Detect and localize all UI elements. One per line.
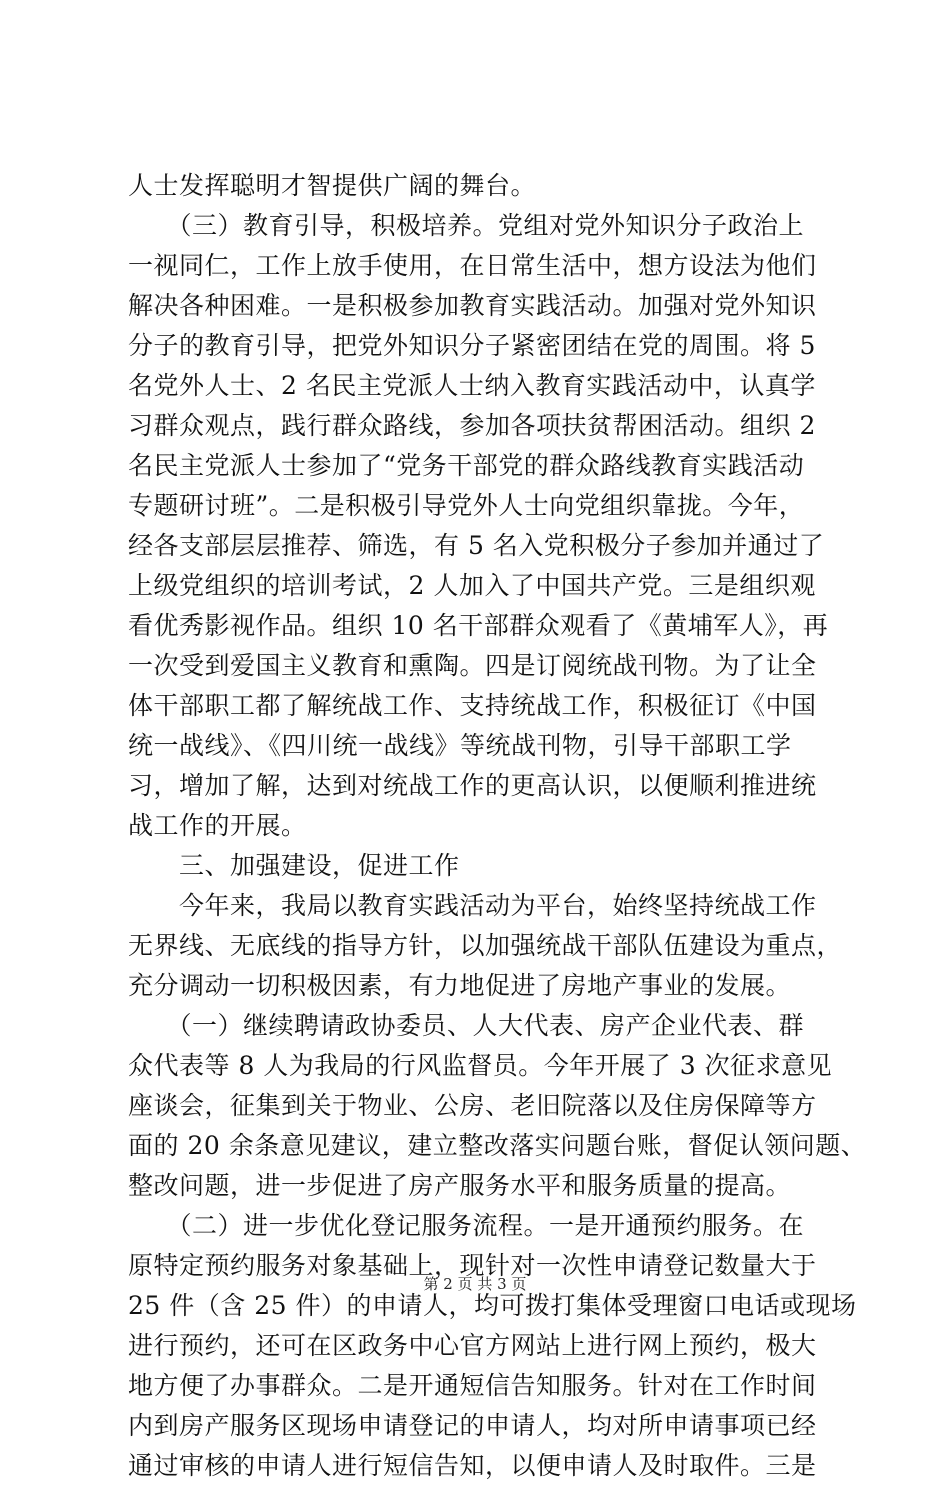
text-line: 上级党组织的培训考试，2 人加入了中国共产党。三是组织观 [128,571,816,600]
text-line: 原特定预约服务对象基础上，现针对一次性申请登记数量大于 [128,1251,817,1280]
text-line: 座谈会，征集到关于物业、公房、老旧院落以及住房保障等方 [128,1091,817,1120]
text-line: 体干部职工都了解统战工作、支持统战工作，积极征订《中国 [128,691,817,720]
text-line: （二）进一步优化登记服务流程。一是开通预约服务。在 [128,1211,805,1240]
text-line: 专题研讨班”。二是积极引导党外人士向党组织靠拢。今年， [128,491,805,520]
text-line: （一）继续聘请政协委员、人大代表、房产企业代表、群 [128,1011,805,1040]
text-line: 分子的教育引导，把党外知识分子紧密团结在党的周围。将 5 [128,331,816,360]
text-line: 充分调动一切积极因素，有力地促进了房地产事业的发展。 [128,971,792,1000]
text-line: 经各支部层层推荐、筛选，有 5 名入党积极分子参加并通过了 [128,531,825,560]
text-line: 习，增加了解，达到对统战工作的更高认识，以便顺利推进统 [128,771,817,800]
text-line: 名党外人士、2 名民主党派人士纳入教育实践活动中，认真学 [128,371,816,400]
text-line: 进行预约，还可在区政务中心官方网站上进行网上预约，极大 [128,1331,817,1360]
text-line: 看优秀影视作品。组织 10 名干部群众观看了《黄埔军人》，再 [128,611,829,640]
text-line: 25 件（含 25 件）的申请人，均可拨打集体受理窗口电话或现场 [128,1291,857,1320]
text-line: 众代表等 8 人为我局的行风监督员。今年开展了 3 次征求意见 [128,1051,833,1080]
text-line: 地方便了办事群众。二是开通短信告知服务。针对在工作时间 [128,1371,817,1400]
text-line: （三）教育引导，积极培养。党组对党外知识分子政治上 [128,211,805,240]
text-line: 面的 20 余条意见建议，建立整改落实问题台账，督促认领问题、 [128,1131,867,1160]
page-number-footer: 第 2 页 共 3 页 [423,1275,527,1293]
text-line: 名民主党派人士参加了“党务干部党的群众路线教育实践活动 [128,451,805,480]
text-line: 一次受到爱国主义教育和熏陶。四是订阅统战刊物。为了让全 [128,651,817,680]
text-line: 无界线、无底线的指导方针，以加强统战干部队伍建设为重点， [128,931,843,960]
text-line: 今年来，我局以教育实践活动为平台，始终坚持统战工作 [128,891,817,920]
text-line: 统一战线》、《四川统一战线》等统战刊物，引导干部职工学 [128,731,792,760]
text-line: 战工作的开展。 [128,811,307,840]
text-line: 内到房产服务区现场申请登记的申请人，均对所申请事项已经 [128,1411,817,1440]
text-line: 一视同仁，工作上放手使用，在日常生活中，想方设法为他们 [128,251,817,280]
section-heading: 三、加强建设，促进工作 [128,851,460,880]
text-line: 习群众观点，践行群众路线，参加各项扶贫帮困活动。组织 2 [128,411,816,440]
text-line: 人士发挥聪明才智提供广阔的舞台。 [128,171,537,200]
text-line: 整改问题，进一步促进了房产服务水平和服务质量的提高。 [128,1171,792,1200]
text-line: 通过审核的申请人进行短信告知，以便申请人及时取件。三是 [128,1451,817,1480]
text-line: 解决各种困难。一是积极参加教育实践活动。加强对党外知识 [128,291,817,320]
